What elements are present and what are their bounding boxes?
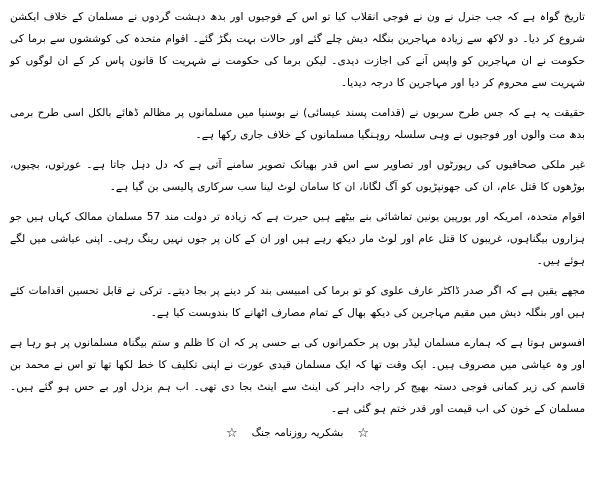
source-credit [0,426,595,440]
paragraph-2: حقیقت یہ ہے کہ جس طرح سربوں نے (قدامت پسند عیسائی) نے بوسنیا میں مسلمانوں پر مظالم ڈھائے بالکل اسی طرح برمی بدھ مت والوں اور فوجیوں نے وہی سلسلہ روہنگیا مسلمانوں کے خلاف جاری رکھا ہے۔ [10,107,585,141]
paragraph-4: اقوام متحدہ، امریکہ اور یورپین یونین تماشائی بنے بیٹھے ہیں حیرت ہے کہ زیادہ تر دولت مند 57 مسلمان ممالک کہاں ہیں جو ہزاروں بیگناہوں، غریبوں کا قتل عام اور لوٹ مار دیکھ رہے ہیں اور ان کے کان پر جوں نہیں رینگ رہی۔ اپنی عیاشی میں لگے ہوئے ہیں۔ [10,211,585,267]
paragraph-6: افسوس ہوتا ہے کہ ہمارے مسلمان لیڈر بوں پر حکمرانوں کی بے حسی پر کہ ان کا ظلم و ستم بیگناہ مسلمانوں پر ہو رہا ہے اور وہ عیاشی میں مصروف ہیں۔ ایک وقت تھا کہ ایک مسلمان قیدی عورت نے اپنی تکلیف کا خط لکھا تھا تو اس نے محمد بن قاسم کی زیر کمانی فوجی دستہ بھیج کر راجہ داہر کی اینٹ سے اینٹ بجا دی تھی۔ اب ہم بزدل اور بے حس ہو گئے ہیں۔ مسلمان کے خون کی اب قیمت اور قدر ختم ہو گئی ہے۔ [10,337,585,415]
paragraph-1: تاریخ گواہ ہے کہ جب جنرل نے ون نے فوجی انقلاب کیا تو اس کے فوجیوں اور بدھ دہشت گردوں نے مسلمان کے خلاف ایکشن شروع کر دیا۔ دو لاکھ سے زیادہ مہاجرین بنگلہ دیش چلے گئے اور حالات بہت بگڑ گئے۔ اقوام متحدہ کی کوششوں سے برما کی حکومت نے ان مہاجرین کو واپس آنے کی اجازت دیدی۔ لیکن برما کی حکومت نے شہریت کا قانون پاس کر کے ان لوگوں کو شہریت سے محروم کر دیا اور مہاجرین کا درجہ دیدیا۔ [10,11,585,89]
paragraph-5: مجھے یقین ہے کہ اگر صدر ڈاکٹر عارف علوی کو تو برما کی امبیسی بند کر دینے پر بجا دیتے۔ ترکی نے قابل تحسین اقدامات کئے ہیں اور بنگلہ دیش میں مقیم مہاجرین کی دیکھ بھال کے تمام مصارف اٹھانے کا بندوبست کیا ہے۔ [10,285,585,319]
paragraph-3: غیر ملکی صحافیوں کی رپورٹوں اور تصاویر سے اس قدر بھیانک تصویر سامنے آتی ہے کہ دل دہل جاتا ہے۔ عورتوں، بچیوں، بوڑھوں کا قتل عام، ان کی جھونپڑیوں کو آگ لگانا، ان کا سامان لوٹ لینا سب سرکاری پالیسی بن گیا ہے۔ [10,159,585,193]
star-outline-icon: ☆ [225,425,238,441]
credit-text: بشکریہ روزنامہ جنگ [251,427,344,439]
article-body [10,6,585,420]
star-outline-icon: ☆ [357,425,370,441]
